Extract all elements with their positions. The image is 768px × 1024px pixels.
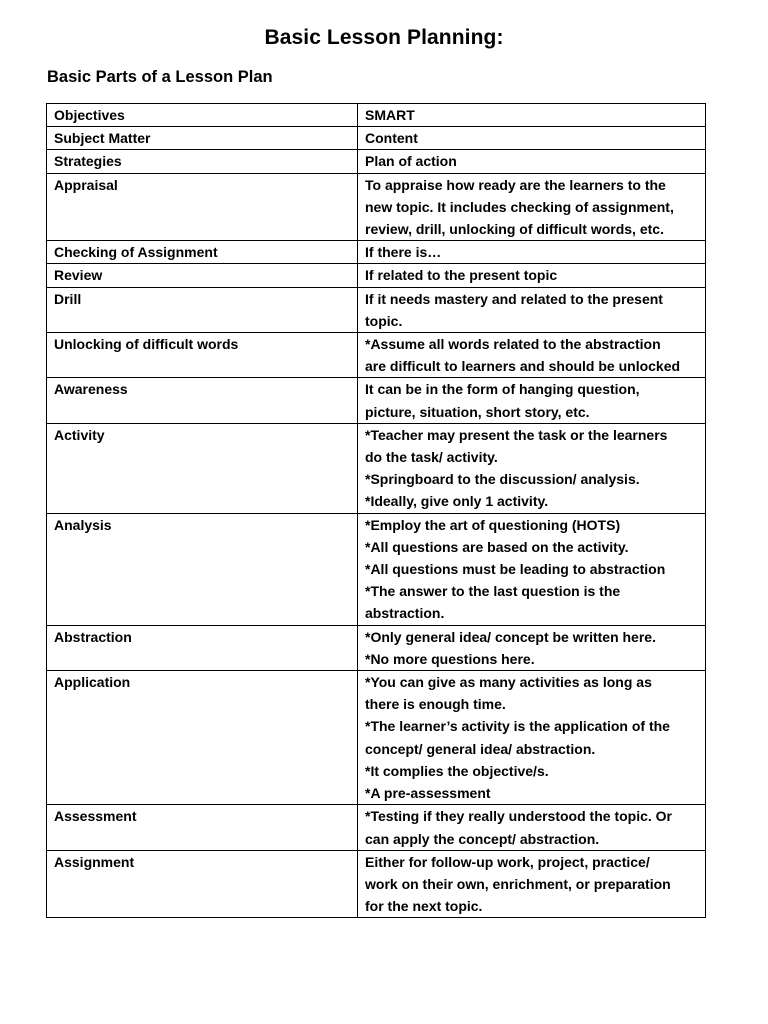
description-line: new topic. It includes checking of assignment, [365, 198, 674, 215]
table-row [47, 150, 706, 173]
description-line: *All questions are based on the activity. [365, 538, 629, 555]
description-line: topic. [365, 312, 403, 329]
lesson-part-cell: Abstraction [47, 625, 358, 670]
section-heading: Basic Parts of a Lesson Plan [47, 68, 273, 86]
description-line: for the next topic. [365, 898, 483, 915]
table-row [47, 378, 706, 423]
lesson-part-cell: Unlocking of difficult words [47, 333, 358, 378]
lesson-part-cell: Activity [47, 423, 358, 513]
lesson-part-cell: Assessment [47, 805, 358, 850]
table-row [47, 423, 706, 513]
description-cell [358, 671, 706, 805]
description-line: *Testing if they really understood the topic. Or [365, 808, 673, 825]
description-cell [358, 150, 706, 173]
description-cell [358, 333, 706, 378]
lesson-part-cell: Awareness [47, 378, 358, 423]
description-line: If it needs mastery and related to the present [365, 290, 663, 307]
description-line: abstraction. [365, 605, 445, 622]
lesson-part-cell: Checking of Assignment [47, 241, 358, 264]
description-line: picture, situation, short story, etc. [365, 403, 590, 420]
description-cell [358, 173, 706, 241]
description-line: If there is… [365, 244, 442, 261]
description-line: If related to the present topic [365, 267, 558, 284]
description-line: *No more questions here. [365, 650, 535, 667]
lesson-part-cell: Objectives [47, 104, 358, 127]
description-line: *The learner’s activity is the application of the [365, 718, 670, 735]
table-row [47, 850, 706, 918]
description-cell [358, 264, 706, 287]
table-row [47, 333, 706, 378]
description-line: Either for follow-up work, project, practice/ [365, 853, 650, 870]
lesson-part-cell: Review [47, 264, 358, 287]
description-line: *The answer to the last question is the [365, 583, 621, 600]
description-line: are difficult to learners and should be unlocked [365, 358, 681, 375]
description-line: work on their own, enrichment, or preparation [365, 875, 671, 892]
description-line: *A pre-assessment [365, 785, 491, 802]
description-cell [358, 423, 706, 513]
description-cell [358, 287, 706, 332]
table-row [47, 513, 706, 625]
description-line: To appraise how ready are the learners to the [365, 176, 666, 193]
description-cell [358, 805, 706, 850]
page-title: Basic Lesson Planning: [264, 26, 504, 49]
table-row [47, 805, 706, 850]
table-row [47, 264, 706, 287]
description-line: *Springboard to the discussion/ analysis. [365, 471, 640, 488]
description-cell [358, 127, 706, 150]
description-line: *Only general idea/ concept be written here. [365, 628, 656, 645]
lesson-part-cell: Drill [47, 287, 358, 332]
table-row [47, 173, 706, 241]
table-row [47, 287, 706, 332]
table-row [47, 104, 706, 127]
description-cell [358, 850, 706, 918]
description-cell [358, 378, 706, 423]
lesson-part-cell: Strategies [47, 150, 358, 173]
description-line: there is enough time. [365, 696, 506, 713]
table-row [47, 127, 706, 150]
description-line: do the task/ activity. [365, 449, 498, 466]
description-line: *All questions must be leading to abstraction [365, 561, 666, 578]
description-line: *It complies the objective/s. [365, 762, 549, 779]
description-line: Plan of action [365, 153, 457, 170]
lesson-part-cell: Assignment [47, 850, 358, 918]
lesson-part-cell: Analysis [47, 513, 358, 625]
description-line: *Employ the art of questioning (HOTS) [365, 516, 621, 533]
lesson-part-cell: Application [47, 671, 358, 805]
table-row [47, 671, 706, 805]
lesson-plan-table [46, 103, 706, 918]
description-line: SMART [365, 107, 415, 123]
description-line: review, drill, unlocking of difficult words, etc. [365, 221, 664, 238]
description-line: It can be in the form of hanging question, [365, 381, 640, 398]
description-line: can apply the concept/ abstraction. [365, 830, 600, 847]
description-line: concept/ general idea/ abstraction. [365, 740, 596, 757]
lesson-part-cell: Appraisal [47, 173, 358, 241]
lesson-plan-table-body [47, 104, 706, 918]
lesson-part-cell: Subject Matter [47, 127, 358, 150]
table-row [47, 241, 706, 264]
description-line: *Teacher may present the task or the learners [365, 426, 668, 443]
table-row [47, 625, 706, 670]
description-cell [358, 513, 706, 625]
description-line: Content [365, 130, 418, 147]
description-line: *Ideally, give only 1 activity. [365, 493, 549, 510]
description-line: *You can give as many activities as long as [365, 674, 652, 691]
description-line: *Assume all words related to the abstraction [365, 336, 661, 353]
description-cell [358, 625, 706, 670]
description-cell [358, 241, 706, 264]
description-cell [358, 104, 706, 127]
